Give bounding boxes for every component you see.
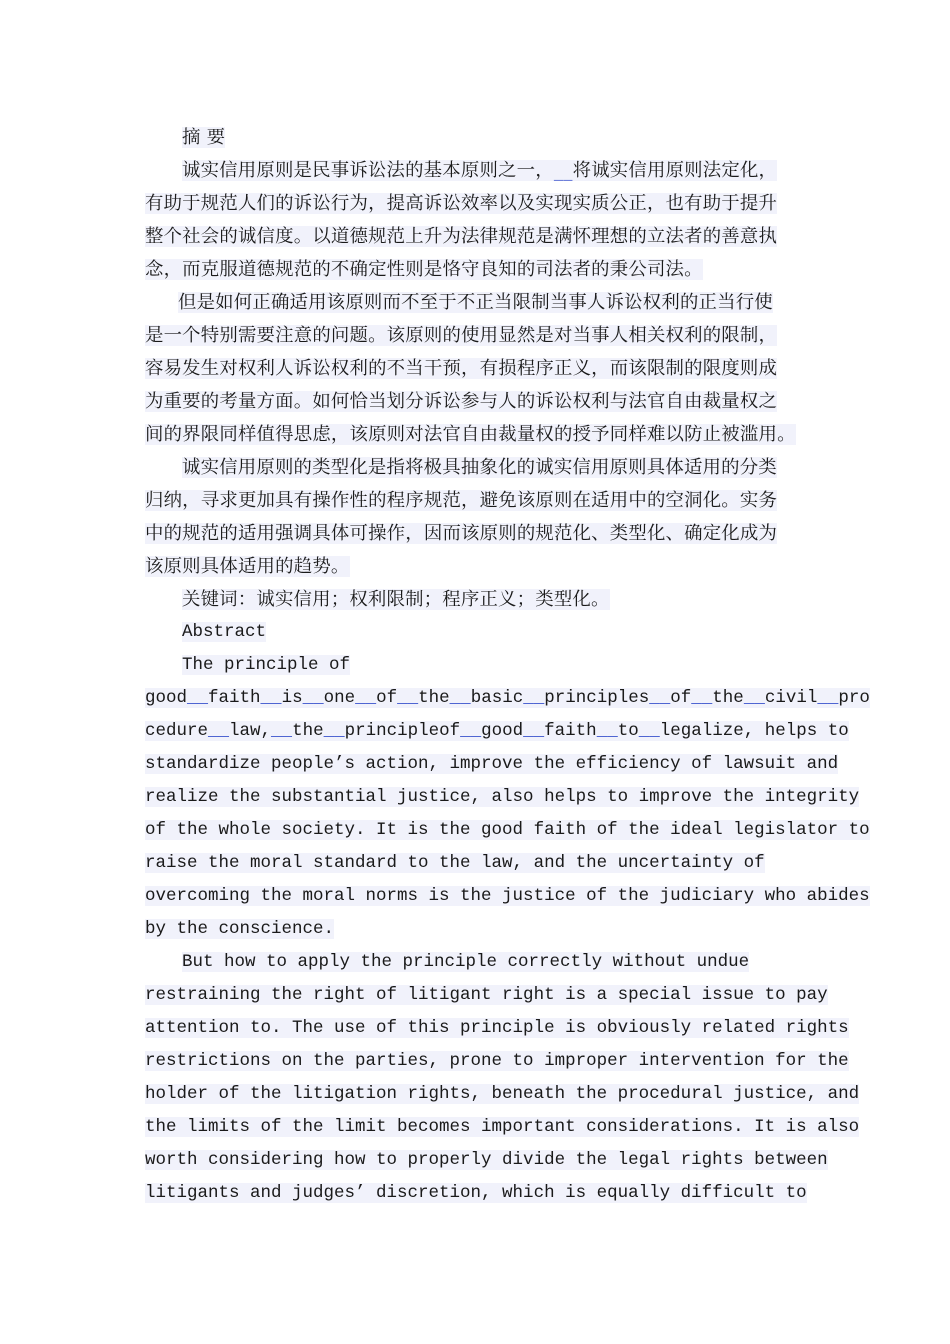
underscore-mark: __	[460, 721, 482, 741]
text-line: The principle of	[182, 655, 351, 675]
text-line: restraining the right of litigant right is a special issue to pay	[145, 985, 828, 1005]
abstract-heading-zh: 摘 要	[182, 127, 226, 148]
zh-keywords	[145, 583, 815, 616]
text-line: good__faith__is__one__of__the__basic__principles__of__the__civil__pro	[145, 688, 870, 708]
keywords-line: 关键词：诚实信用；权利限制；程序正义；类型化。	[182, 589, 610, 610]
underscore-mark: __	[649, 688, 671, 708]
text-line: 为重要的考量方面。如何恰当划分诉讼参与人的诉讼权利与法官自由裁量权之	[145, 391, 778, 412]
zh-paragraph-2	[145, 286, 815, 451]
text-line: 间的界限同样值得思虑，该原则对法官自由裁量权的授予同样难以防止被滥用。	[145, 424, 796, 445]
underscore-mark: __	[743, 688, 765, 708]
underscore-mark: __	[260, 688, 282, 708]
underscore-mark: __	[397, 688, 419, 708]
text-line: the limits of the limit becomes important considerations. It is also	[145, 1117, 860, 1137]
abstract-heading-en: Abstract	[182, 622, 267, 642]
underscore-mark: __	[596, 721, 618, 741]
text-line: raise the moral standard to the law, and the uncertainty of	[145, 853, 765, 873]
text-line: of the whole society. It is the good faith of the ideal legislator to	[145, 820, 870, 840]
text-line: 容易发生对权利人诉讼权利的不当干预，有损程序正义，而该限制的限度则成	[145, 358, 778, 379]
text-line: 是一个特别需要注意的问题。该原则的使用显然是对当事人相关权利的限制，	[145, 325, 778, 346]
underscore-mark: __	[302, 688, 324, 708]
en-paragraph-2	[145, 946, 860, 1210]
text-line: 念，而克服道德规范的不确定性则是恪守良知的司法者的秉公司法。	[145, 259, 703, 280]
underscore-mark: __	[523, 721, 545, 741]
underscore-mark: __	[323, 721, 345, 741]
text-line: realize the substantial justice, also helps to improve the integrity	[145, 787, 860, 807]
zh-paragraph-1	[145, 154, 815, 286]
underscore-mark: __	[187, 688, 209, 708]
text-line: 诚实信用原则的类型化是指将极具抽象化的诚实信用原则具体适用的分类	[182, 457, 777, 478]
text-line: 归纳，寻求更加具有操作性的程序规范，避免该原则在适用中的空洞化。实务	[145, 490, 778, 511]
text-line: 诚实信用原则是民事诉讼法的基本原则之一，__将诚实信用原则法定化，	[182, 160, 778, 181]
text-line: 该原则具体适用的趋势。	[145, 556, 350, 577]
zh-paragraph-3	[145, 451, 815, 583]
text-line: standardize people’s action, improve the efficiency of lawsuit and	[145, 754, 839, 774]
text-line: worth considering how to properly divide the legal rights between	[145, 1150, 828, 1170]
text-line: 整个社会的诚信度。以道德规范上升为法律规范是满怀理想的立法者的善意执	[145, 226, 778, 247]
text-line: But how to apply the principle correctly without undue	[182, 952, 750, 972]
text-line: litigants and judges’ discretion, which is equally difficult to	[145, 1183, 807, 1203]
text-line: 中的规范的适用强调具体可操作，因而该原则的规范化、类型化、确定化成为	[145, 523, 778, 544]
text-line: 有助于规范人们的诉讼行为，提高诉讼效率以及实现实质公正，也有助于提升	[145, 193, 778, 214]
text-line: overcoming the moral norms is the justice of the judiciary who abides	[145, 886, 870, 906]
underscore-mark: __	[638, 721, 660, 741]
en-paragraph-1	[145, 649, 870, 946]
text-line: restrictions on the parties, prone to improper intervention for the	[145, 1051, 849, 1071]
underscore-mark: __	[691, 688, 713, 708]
underscore-mark: __	[208, 721, 230, 741]
text-line: by the conscience.	[145, 919, 335, 939]
text-line: cedure__law,__the__principleof__good__faith__to__legalize, helps to	[145, 721, 849, 741]
underscore-mark: __	[817, 688, 839, 708]
underscore-mark: __	[523, 688, 545, 708]
underscore-mark: __	[271, 721, 293, 741]
underscore-mark: __	[355, 688, 377, 708]
en-heading-block	[145, 616, 815, 649]
underscore-mark: __	[553, 160, 573, 181]
text-line: 但是如何正确适用该原则而不至于不正当限制当事人诉讼权利的正当行使	[178, 292, 773, 313]
text-line: holder of the litigation rights, beneath the procedural justice, and	[145, 1084, 860, 1104]
zh-heading-block	[145, 121, 815, 154]
underscore-mark: __	[449, 688, 471, 708]
text-line: attention to. The use of this principle is obviously related rights	[145, 1018, 849, 1038]
